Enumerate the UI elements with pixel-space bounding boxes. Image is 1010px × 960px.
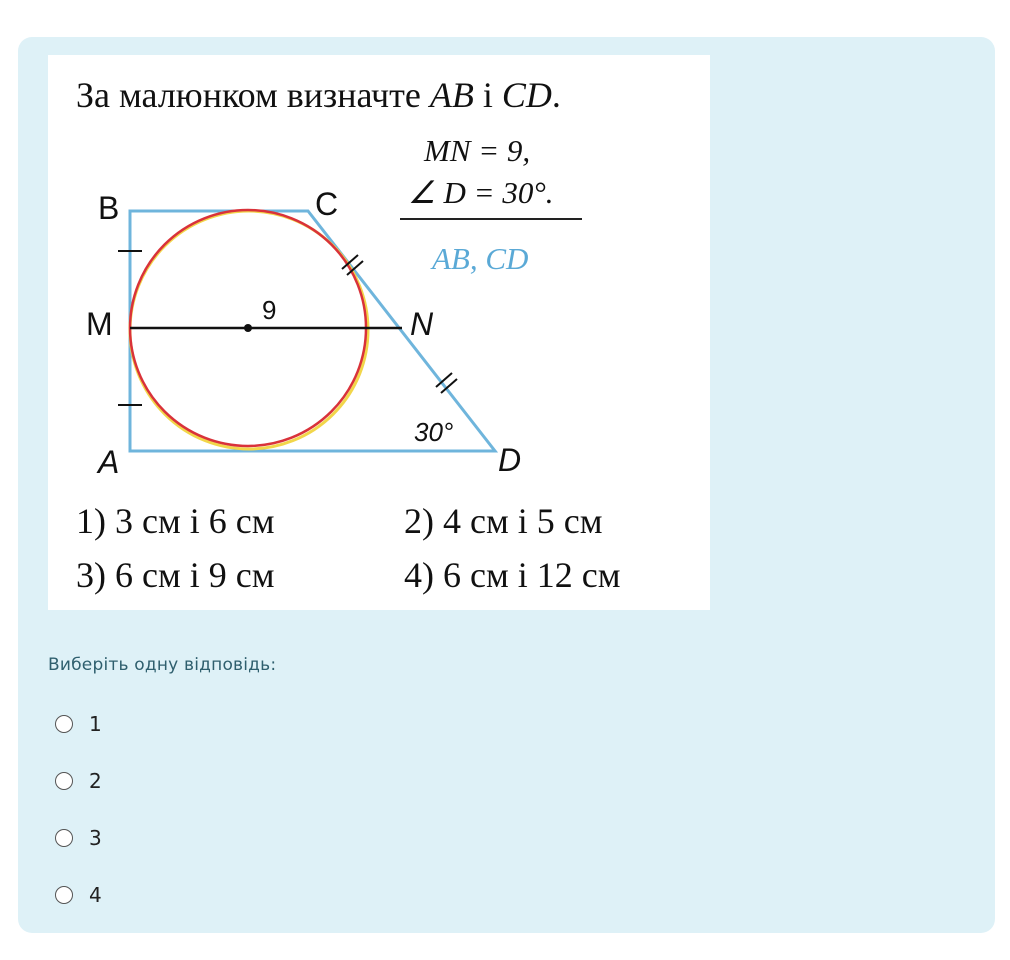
answer-prompt: Виберіть одну відповідь: [48,655,277,675]
radio-button-4[interactable] [55,886,73,904]
label-c: C [315,186,339,222]
geometry-diagram [48,55,710,610]
label-nine: 9 [262,295,277,325]
label-m: M [86,306,113,342]
option-label-3: 3 [89,825,102,850]
option-4[interactable] [55,866,102,923]
option-label-4: 4 [89,882,102,907]
choice-2: 2) 4 см і 5 см [404,501,603,541]
option-1[interactable] [55,695,102,752]
circle-center [244,324,252,332]
label-d: D [498,442,522,478]
question-card [18,37,995,933]
given-mn: MN = 9, [424,133,531,168]
choice-1: 1) 3 см і 6 см [76,501,275,541]
option-2[interactable] [55,752,102,809]
find-text: AB, CD [432,241,529,276]
problem-figure [48,55,710,610]
given-angle: ∠ D = 30°. [408,175,554,210]
choice-4: 4) 6 см і 12 см [404,555,621,595]
label-n: N [410,306,434,342]
radio-button-2[interactable] [55,772,73,790]
radio-button-3[interactable] [55,829,73,847]
question-text: За малюнком визначте AB і CD. [76,75,561,115]
label-angle: 30° [414,417,454,447]
choice-3: 3) 6 см і 9 см [76,555,275,595]
radio-button-1[interactable] [55,715,73,733]
option-3[interactable] [55,809,102,866]
label-a: A [98,444,120,480]
label-b: B [98,190,120,226]
option-label-2: 2 [89,768,102,793]
answer-options [55,695,102,923]
option-label-1: 1 [89,711,102,736]
